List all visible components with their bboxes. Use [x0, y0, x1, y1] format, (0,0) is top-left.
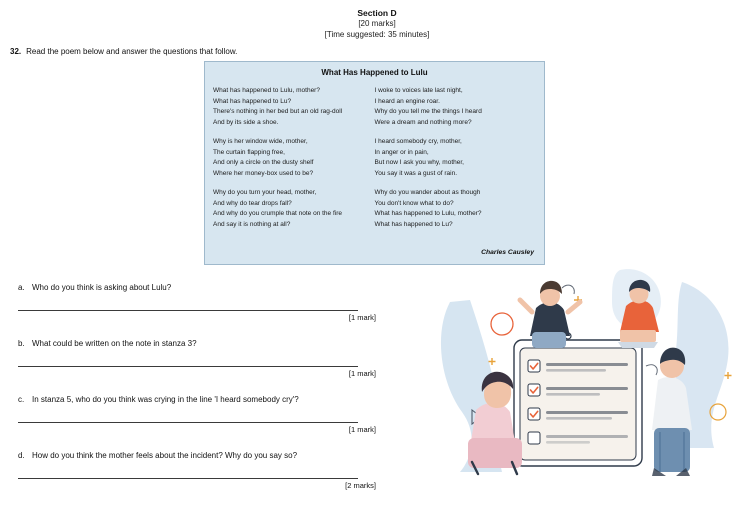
poem-line: And why do tear drops fall?	[213, 199, 292, 207]
question-label: a.	[18, 283, 25, 292]
poem-line: The curtain flapping free,	[213, 148, 285, 156]
marks-d: [2 marks]	[345, 481, 376, 490]
question-body: How do you think the mother feels about the incident? Why do you say so?	[32, 451, 298, 460]
question-text-c	[18, 395, 378, 404]
poem-stanza	[213, 188, 369, 230]
marks-b: [1 mark]	[348, 369, 376, 378]
poem-line: And say it is nothing at all?	[213, 220, 291, 228]
poem-line: And why do you crumple that note on the fire	[213, 210, 342, 218]
instruction-text: Read the poem below and answer the questions that follow.	[26, 47, 238, 56]
poem-line: What has happened to Lulu, mother?	[213, 87, 320, 94]
instruction-number: 32.	[10, 47, 22, 56]
poem-line: Why is her window wide, mother,	[213, 138, 308, 146]
poem-line: I heard an engine roar.	[374, 97, 440, 105]
page-header	[0, 0, 754, 41]
marks-c: [1 mark]	[348, 425, 376, 434]
question-label: c.	[18, 395, 25, 404]
question-text-b	[18, 339, 378, 348]
poem-column-left	[213, 86, 375, 239]
poem-line: Were a dream and nothing more?	[374, 118, 472, 126]
poem-line: And only a circle on the dusty shelf	[213, 159, 314, 167]
section-title: Section D	[357, 8, 397, 18]
question-item	[18, 339, 378, 378]
question-body: What could be written on the note in stanza 3?	[32, 339, 197, 348]
poem-stanza	[213, 137, 369, 179]
poem-line: What has happened to Lu?	[374, 220, 453, 228]
answer-line-b[interactable]	[18, 353, 358, 367]
question-body: In stanza 5, who do you think was crying in the line 'I heard somebody cry'?	[32, 395, 299, 404]
poem-box	[204, 61, 545, 265]
poem-stanza	[375, 86, 537, 128]
question-label: d.	[18, 451, 25, 460]
answer-line-a[interactable]	[18, 297, 358, 311]
poem-line: In anger or in pain,	[374, 148, 429, 156]
poem-line: Why do you tell me the things I heard	[374, 108, 482, 116]
poem-stanza	[375, 137, 537, 179]
poem-column-right	[375, 86, 537, 239]
poem-stanza	[213, 86, 369, 128]
poem-line: What has happened to Lu?	[213, 97, 292, 105]
question-item	[18, 451, 378, 490]
people-with-giant-checklist-icon	[432, 262, 748, 480]
question-item	[18, 283, 378, 322]
poem-line: You don't know what to do?	[374, 199, 454, 207]
instruction-line	[10, 47, 237, 56]
poem-author: Charles Causley	[481, 249, 534, 256]
poem-line: You say it was a gust of rain.	[374, 169, 458, 177]
poem-line: What has happened to Lulu, mother?	[374, 210, 482, 218]
poem-title: What Has Happened to Lulu	[321, 68, 428, 77]
marks-a: [1 mark]	[348, 313, 376, 322]
question-label: b.	[18, 339, 25, 348]
poem-line: But now I ask you why, mother,	[374, 159, 464, 167]
poem-line: I woke to voices late last night,	[374, 87, 463, 94]
question-item	[18, 395, 378, 434]
poem-line: There's nothing in her bed but an old rag-doll	[213, 108, 343, 116]
section-marks: [20 marks]	[358, 19, 396, 29]
answer-line-c[interactable]	[18, 409, 358, 423]
poem-line: Where her money-box used to be?	[213, 169, 314, 177]
poem-line: I heard somebody cry, mother,	[374, 138, 462, 146]
section-time-suggested: [Time suggested: 35 minutes]	[324, 30, 430, 40]
poem-columns	[205, 86, 544, 239]
question-text-d	[18, 451, 378, 460]
questions-list	[18, 283, 378, 507]
question-body: Who do you think is asking about Lulu?	[32, 283, 172, 292]
question-text-a	[18, 283, 378, 292]
poem-stanza	[375, 188, 537, 230]
answer-line-d[interactable]	[18, 465, 358, 479]
poem-line: And by its side a shoe.	[213, 118, 279, 126]
poem-line: Why do you turn your head, mother,	[213, 189, 317, 197]
poem-line: Why do you wander about as though	[374, 189, 481, 197]
